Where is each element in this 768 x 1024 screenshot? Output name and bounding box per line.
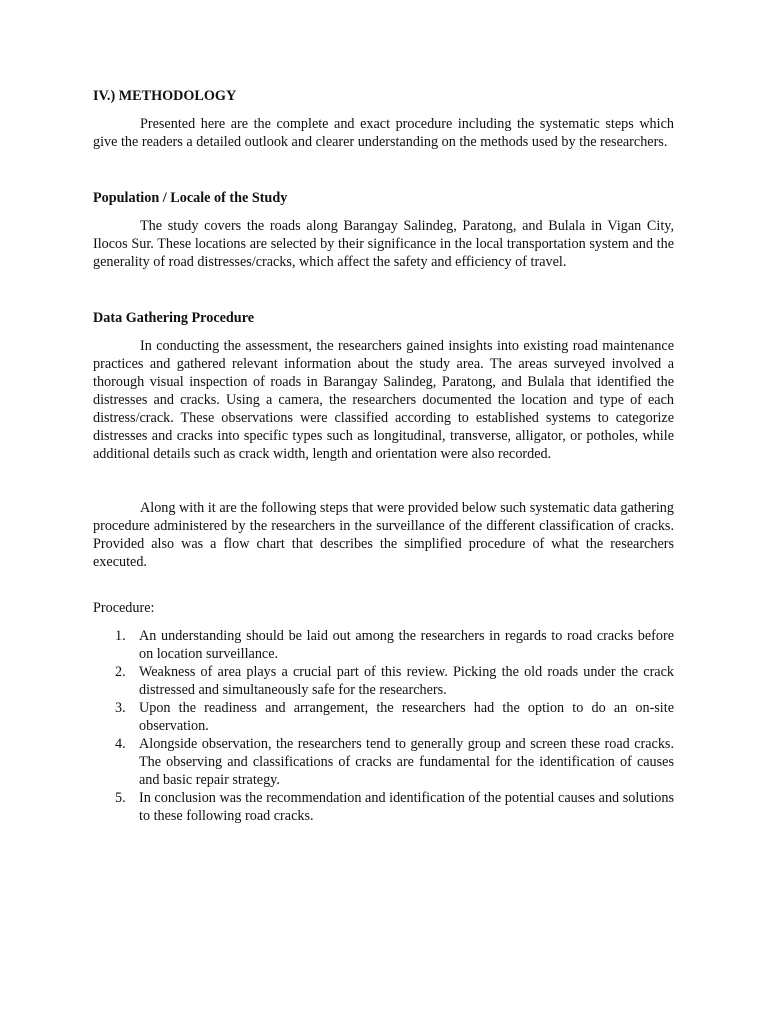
list-item — [93, 663, 674, 699]
population-paragraph: The study covers the roads along Barangay Salindeg, Paratong, and Bulala in Vigan City, Ilocos Sur. These locations are selected by their significance in the local transportation system and the generality of road distresses/cracks, which affect the safety and efficiency of travel. — [93, 218, 674, 270]
list-item — [93, 699, 674, 735]
document-page — [93, 87, 674, 825]
methodology-intro-paragraph: Presented here are the complete and exact procedure including the systematic steps which give the readers a detailed outlook and clearer understanding on the methods used by the researchers. — [93, 116, 674, 150]
list-item-number: 2. — [115, 664, 126, 680]
list-item-number: 3. — [115, 700, 126, 716]
methodology-heading: IV.) METHODOLOGY — [93, 88, 237, 104]
procedure-label: Procedure: — [93, 600, 155, 616]
list-item-number: 5. — [115, 790, 126, 806]
data-gathering-paragraph-1: In conducting the assessment, the researchers gained insights into existing road maintenance practices and gathered relevant information about the study area. The areas surveyed involved a thorough visual inspection of roads in Barangay Salindeg, Paratong, and Bulala that identified the distresses and cracks. Using a camera, the researchers documented the location and type of each distress/crack. These observations were classified according to established systems to categorize distresses and cracks into specific types such as longitudinal, transverse, alligator, or potholes, while additional details such as crack width, length and orientation were also recorded. — [93, 338, 674, 462]
list-item-number: 1. — [115, 628, 126, 644]
list-item-text: Alongside observation, the researchers tend to generally group and screen these road cracks. The observing and classifications of cracks are fundamental for the identification of causes and basic repair strategy. — [139, 736, 674, 788]
list-item-text: Upon the readiness and arrangement, the researchers had the option to do an on-site observation. — [139, 700, 674, 734]
list-item — [93, 789, 674, 825]
data-gathering-heading: Data Gathering Procedure — [93, 310, 255, 326]
list-item-number: 4. — [115, 736, 126, 752]
list-item — [93, 735, 674, 789]
list-item-text: In conclusion was the recommendation and identification of the potential causes and solutions to these following road cracks. — [139, 790, 674, 824]
procedure-list — [93, 627, 674, 825]
list-item — [93, 627, 674, 663]
population-heading: Population / Locale of the Study — [93, 190, 288, 206]
list-item-text: An understanding should be laid out among the researchers in regards to road cracks before on location surveillance. — [139, 628, 674, 662]
list-item-text: Weakness of area plays a crucial part of this review. Picking the old roads under the crack distressed and simultaneously safe for the researchers. — [139, 664, 674, 698]
data-gathering-paragraph-2: Along with it are the following steps that were provided below such systematic data gathering procedure administered by the researchers in the surveillance of the different classification of cracks. Provided also was a flow chart that describes the simplified procedure of what the researchers executed. — [93, 500, 674, 570]
